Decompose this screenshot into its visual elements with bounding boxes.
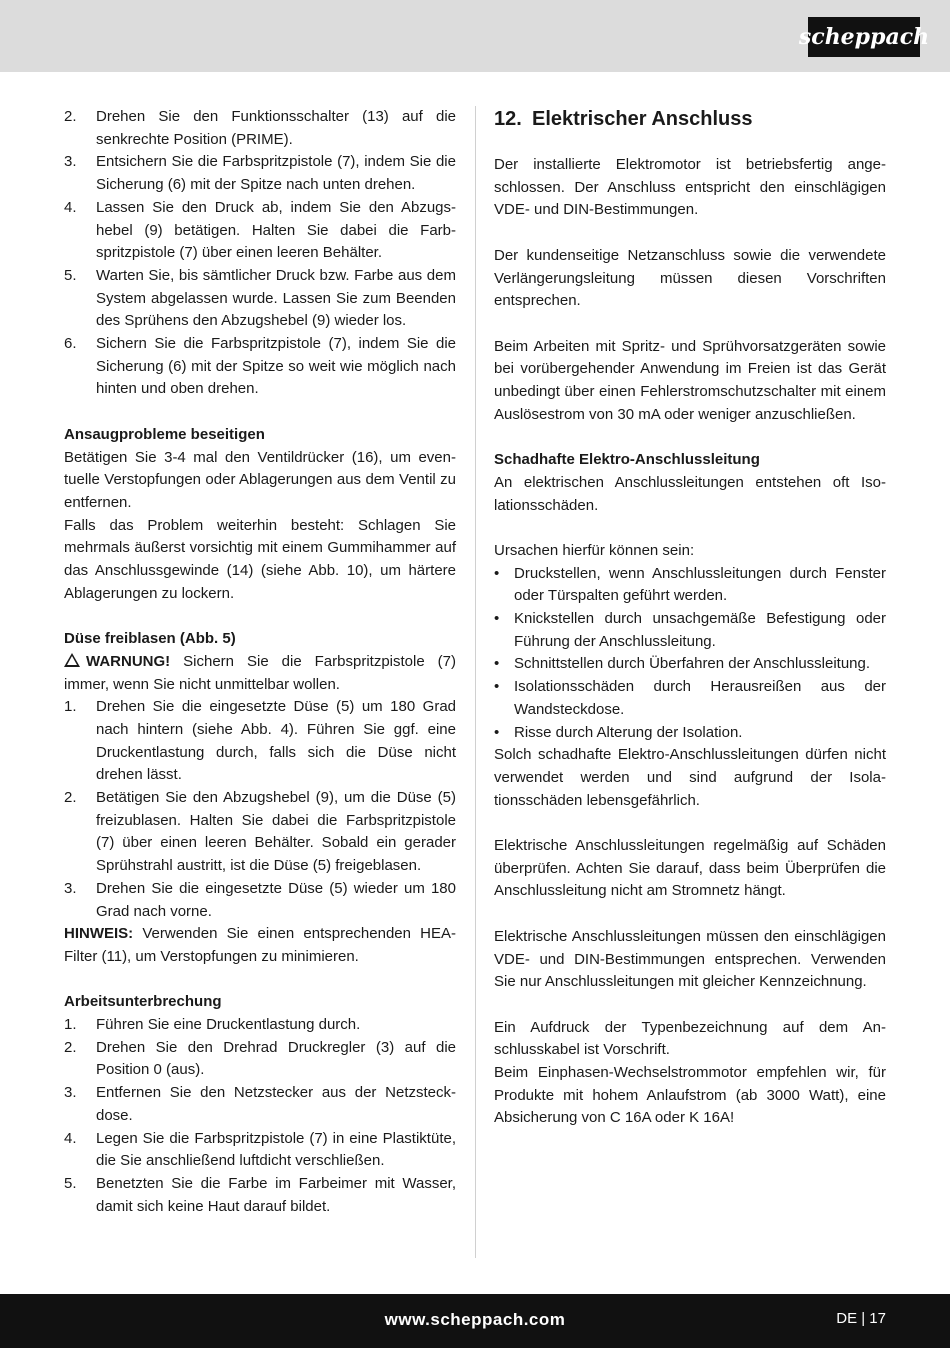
left-column [64, 106, 456, 1218]
list-item [64, 1014, 456, 1037]
arbeit-steps [64, 1014, 456, 1218]
step-text: Entsichern Sie die Farbspritzpistole (7), indem Sie die Sicherung (6) mit der Spitze nach unten drehen. [96, 153, 456, 194]
warning-paragraph [64, 651, 456, 696]
list-item [64, 787, 456, 878]
page-number: DE | 17 [836, 1310, 886, 1327]
list-item [494, 653, 886, 676]
step-number: 4. [64, 198, 77, 216]
step-number: 5. [64, 1175, 77, 1192]
paragraph: An elektrischen Anschlussleitungen entstehen oft Isolationsschäden. [494, 473, 886, 514]
list-item [64, 151, 456, 196]
step-text: Lassen Sie den Druck ab, indem Sie den Abzugshebel (9) betätigen. Halten Sie dabei die Farbspritzpistole (7) über einen leeren Behälter. [96, 198, 456, 262]
step-text: Betätigen Sie den Abzugshebel (9), um die Düse (5) freizublasen. Halten Sie dabei die Farbspritzpistole (7) über einen leeren Behälter. Sobald ein gerader Sprühstrahl austritt, ist die Düse (5) freigeblasen. [96, 789, 456, 875]
duese-heading: Düse freiblasen (Abb. 5) [64, 630, 236, 648]
warning-triangle-icon [64, 653, 80, 667]
step-number: 2. [64, 789, 77, 807]
ansaug-paragraph-2: Falls das Problem weiterhin besteht: Schlagen Sie mehrmals äußerst vorsichtig mit einem Gummihammer auf das Anschlussgewinde (14) (siehe Abb. 10), um härtere Ablagerungen zu lockern. [64, 516, 456, 602]
step-number: 4. [64, 1129, 77, 1147]
section-number: 12. [494, 108, 522, 130]
column-divider [475, 106, 476, 1258]
paragraph: Elektrische Anschlussleitungen müssen den einschlägigen VDE- und DIN-Bestimmungen entsprechen. Verwenden Sie nur Anschlussleitungen mit gleicher Kennzeichnung. [494, 927, 886, 991]
list-item [64, 197, 456, 265]
list-item [64, 878, 456, 923]
list-item [64, 265, 456, 333]
footer-bar [0, 1294, 950, 1348]
damaged-cable-heading: Schadhafte Elektro-Anschlussleitung [494, 451, 760, 469]
step-number: 2. [64, 1038, 77, 1056]
paragraph: Beim Einphasen-Wechselstrommotor empfehlen wir, für Produkte mit hohem Anlaufstrom (ab 3000 Watt), eine Absicherung von C 16A oder K 16A! [494, 1064, 886, 1127]
bullet-icon: • [494, 723, 500, 741]
step-number: 2. [64, 108, 77, 125]
step-number: 6. [64, 335, 77, 353]
bullet-text: Druckstellen, wenn Anschlussleitungen durch Fenster oder Türspalten geführt werden. [514, 564, 886, 605]
hint-label: HINWEIS: [64, 925, 134, 943]
header-bar [0, 0, 950, 72]
step-text: Sichern Sie die Farbspritzpistole (7), indem Sie die Sicherung (6) mit der Spitze so weit wie möglich nach hinten und oben drehen. [96, 335, 456, 398]
bullet-text: Risse durch Alterung der Isolation. [514, 723, 743, 741]
ansaug-heading: Ansaugprobleme beseitigen [64, 425, 265, 443]
list-item [64, 106, 456, 151]
list-item [494, 676, 886, 721]
step-number: 5. [64, 266, 77, 284]
step-number: 3. [64, 1084, 77, 1102]
list-item [64, 333, 456, 401]
step-text: Warten Sie, bis sämtlicher Druck bzw. Farbe aus dem System abgelassen wurde. Lassen Sie zum Beenden des Sprühens den Abzugshebel (9) wieder los. [96, 266, 456, 330]
step-text: Legen Sie die Farbspritzpistole (7) in eine Plastiktüte, die Sie anschließend luftdicht verschließen. [96, 1129, 456, 1170]
duese-steps [64, 696, 456, 923]
paragraph: Der installierte Elektromotor ist betriebsfertig angeschlossen. Der Anschluss entspricht den einschlägigen VDE- und DIN-Bestimmungen. [494, 156, 886, 219]
bullet-text: Isolationsschäden durch Herausreißen aus der Wandsteckdose. [514, 678, 886, 718]
list-item [64, 1173, 456, 1218]
hint-text: Verwenden Sie einen entsprechenden HEA-Filter (11), um Verstopfungen zu minimieren. [64, 925, 456, 965]
bullet-text: Schnittstellen durch Überfahren der Anschlussleitung. [514, 655, 871, 673]
list-item [64, 1128, 456, 1173]
right-column [494, 106, 886, 1130]
list-item [494, 563, 886, 608]
step-text: Drehen Sie den Funktionsschalter (13) auf die senkrechte Position (PRIME). [96, 108, 456, 148]
paragraph: Ein Aufdruck der Typenbezeichnung auf dem Anschlusskabel ist Vorschrift. [494, 1018, 886, 1059]
list-item [494, 722, 886, 745]
bullet-icon: • [494, 678, 500, 696]
bullet-text: Knickstellen durch unsachgemäße Befestigung oder Führung der Anschlussleitung. [514, 610, 886, 650]
warning-label: WARNUNG! [86, 652, 171, 670]
paragraph: Solch schadhafte Elektro-Anschlussleitungen dürfen nicht verwendet werden und sind aufgrund der Isolationsschäden lebensgefährlich. [494, 746, 886, 809]
list-item [64, 696, 456, 787]
hint-paragraph [64, 923, 456, 968]
paragraph: Beim Arbeiten mit Spritz- und Sprühvorsatzgeräten sowie bei vorübergehender Anwendung im Freien ist das Gerät unbedingt über einen Fehlerstromschutzschalter mit einem Auslösestrom von 30 mA oder weniger anzuschließen. [494, 337, 886, 423]
footer-url-link[interactable]: www.scheppach.com [384, 1310, 566, 1329]
brand-logo: scheppach [808, 17, 920, 57]
step-text: Entfernen Sie den Netzstecker aus der Netzsteckdose. [96, 1084, 456, 1124]
warning-text: Sichern Sie die Farbspritzpistole (7) immer, wenn Sie nicht unmittelbar wollen. [64, 652, 456, 693]
bullet-icon: • [494, 610, 500, 627]
step-text: Drehen Sie die eingesetzte Düse (5) um 180 Grad nach hintern (siehe Abb. 4). Führen Sie ggf. eine Druckentlastung durch, falls sich die Düse nicht drehen lässt. [96, 698, 456, 784]
paragraph: Elektrische Anschlussleitungen regelmäßig auf Schäden überprüfen. Achten Sie darauf, dass beim Überprüfen die Anschlussleitung nicht am Stromnetz hängt. [494, 837, 886, 900]
step-number: 3. [64, 879, 77, 897]
section-heading [494, 106, 886, 132]
causes-intro: Ursachen hierfür können sein: [494, 541, 695, 559]
bullet-icon: • [494, 655, 500, 673]
bullet-icon: • [494, 564, 500, 582]
list-item [64, 1082, 456, 1127]
paragraph: Der kundenseitige Netzanschluss sowie die verwendete Verlängerungsleitung müssen diesen Vorschriften entsprechen. [494, 246, 886, 310]
step-text: Benetzten Sie die Farbe im Farbeimer mit Wasser, damit sich keine Haut darauf bildet. [96, 1175, 456, 1215]
causes-list [494, 563, 886, 745]
step-number: 1. [64, 1016, 77, 1034]
step-text: Drehen Sie den Drehrad Druckregler (3) auf die Position 0 (aus). [96, 1038, 456, 1079]
intro-steps [64, 106, 456, 401]
step-text: Drehen Sie die eingesetzte Düse (5) wieder um 180 Grad nach vorne. [96, 879, 456, 920]
step-number: 3. [64, 153, 77, 171]
step-number: 1. [64, 698, 77, 716]
ansaug-paragraph-1: Betätigen Sie 3-4 mal den Ventildrücker (16), um eventuelle Verstopfungen oder Ablagerungen aus dem Ventil zu entfernen. [64, 448, 456, 511]
list-item [494, 608, 886, 653]
step-text: Führen Sie eine Druckentlastung durch. [96, 1016, 361, 1034]
arbeit-heading: Arbeitsunterbrechung [64, 993, 222, 1011]
list-item [64, 1037, 456, 1082]
section-title: Elektrischer Anschluss [532, 108, 753, 130]
